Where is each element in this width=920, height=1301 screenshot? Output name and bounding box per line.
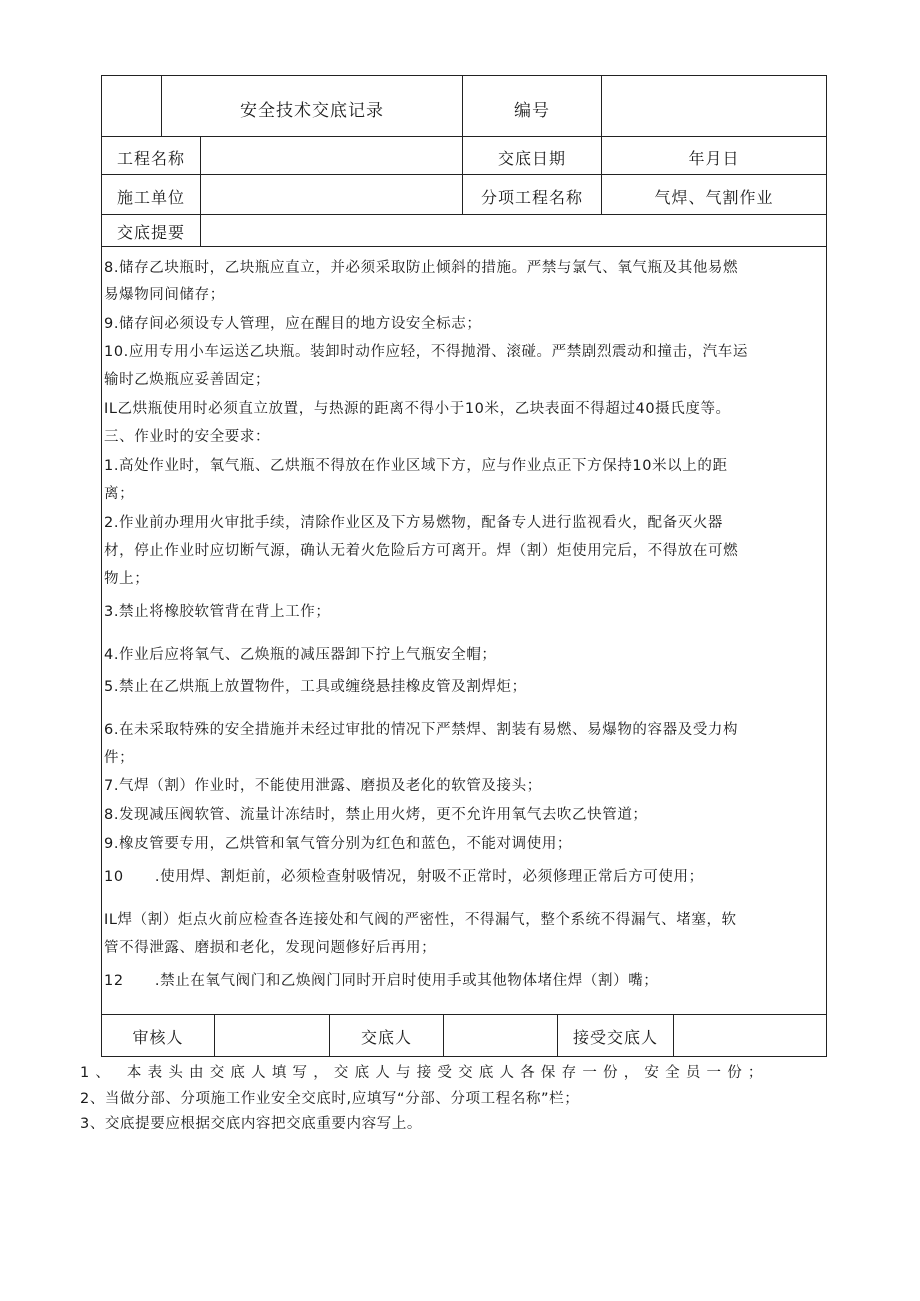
content-line: 4.作业后应将氧气、乙焕瓶的减压器卸下拧上气瓶安全帽； (104, 647, 497, 663)
content-line: 2.作业前办理用火审批手续，清除作业区及下方易燃物，配备专人进行监视看火，配备灭火器 (104, 515, 724, 531)
content-line: IL乙烘瓶使用时必须直立放置，与热源的距离不得小于10米，乙块表面不得超过40摄氏度等。 (104, 401, 731, 417)
content-line: 3.禁止将橡胶软管背在背上工作； (104, 604, 331, 620)
content-line: 10.应用专用小车运送乙块瓶。装卸时动作应轻，不得抛滑、滚碰。严禁剧烈震动和撞击，汽车运 (104, 344, 748, 360)
content-line: 9.储存间必须设专人管理，应在醒目的地方设安全标志； (104, 316, 482, 332)
content-line: 三、作业时的安全要求： (104, 429, 271, 445)
footnote-2: 2、当做分部、分项施工作业安全交底时,应填写“分部、分项工程名称”栏； (80, 1091, 580, 1107)
content-line: 6.在未采取特殊的安全措施并未经过审批的情况下严禁焊、割装有易燃、易爆物的容器及受力构 (104, 722, 739, 738)
content-line: 离； (104, 486, 135, 502)
content-line: 物上； (104, 571, 150, 587)
reviewer-label: 审核人 (132, 1028, 184, 1047)
content-line: 12 .禁止在氧气阀门和乙焕阀门同时开启时使用手或其他物体堵住焊（割）嘴； (104, 973, 659, 989)
content-line: 易爆物同间储存； (104, 287, 225, 303)
content-line: 5.禁止在乙烘瓶上放置物件，工具或缠绕悬挂橡皮管及割焊炬； (104, 679, 527, 695)
subproject-value[interactable]: 气焊、气割作业 (654, 188, 774, 207)
discloser-label: 交底人 (360, 1028, 412, 1047)
content-line: 管不得泄露、磨损和老化，发现问题修好后再用； (104, 940, 437, 956)
footnotes (80, 0, 840, 1301)
unit-label: 施工单位 (116, 188, 185, 207)
summary-label: 交底提要 (116, 223, 185, 242)
date-value[interactable]: 年月日 (688, 149, 740, 168)
content-line: IL焊（割）炬点火前应检查各连接处和气阀的严密性，不得漏气，整个系统不得漏气、堵塞，软 (104, 912, 737, 928)
subproject-label: 分项工程名称 (480, 188, 583, 207)
content-line: 9.橡皮管要专用，乙烘管和氧气管分别为红色和蓝色，不能对调使用； (104, 836, 573, 852)
document-title: 安全技术交底记录 (240, 101, 384, 121)
content-line: 件； (104, 750, 135, 766)
content-line: 10 .使用焊、割炬前，必须检查射吸情况，射吸不正常时，必须修理正常后方可使用； (104, 869, 704, 885)
content-line: 输时乙焕瓶应妥善固定； (104, 372, 271, 388)
footnote-1: 1、 本表头由交底人填写，交底人与接受交底人各保存一份，安全员一份； (80, 1065, 769, 1081)
content-line: 7.气焊（割）作业时，不能使用泄露、磨损及老化的软管及接头； (104, 778, 542, 794)
number-label: 编号 (514, 101, 550, 121)
project-name-label: 工程名称 (116, 149, 185, 168)
receiver-label: 接受交底人 (572, 1028, 658, 1047)
content-line: 1.高处作业时，氧气瓶、乙烘瓶不得放在作业区域下方，应与作业点正下方保持10米以上的距 (104, 458, 728, 474)
content-line: 材，停止作业时应切断气源，确认无着火危险后方可离开。焊（割）炬使用完后，不得放在可燃 (104, 543, 739, 559)
footnote-3: 3、交底提要应根据交底内容把交底重要内容写上。 (80, 1116, 423, 1132)
content-line: 8.发现减压阀软管、流量计冻结时，禁止用火烤，更不允许用氧气去吹乙快管道； (104, 807, 648, 823)
content-line: 8.储存乙块瓶时，乙块瓶应直立，并必须采取防止倾斜的措施。严禁与氯气、氧气瓶及其他易燃 (104, 260, 739, 276)
date-label: 交底日期 (497, 149, 566, 168)
